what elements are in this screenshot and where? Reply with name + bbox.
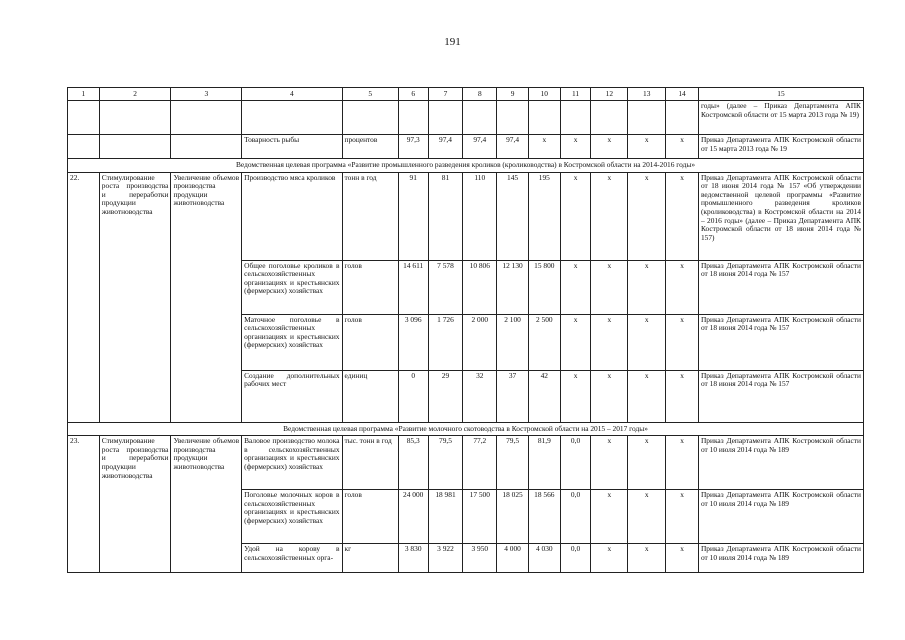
value-cell-13: х [628,172,666,260]
value-cell-9: 145 [497,172,529,260]
value-cell-8: 110 [463,172,497,260]
value-cell-6: 24 000 [398,490,428,544]
value-cell-9 [497,101,529,135]
value-cell-11: 0,0 [560,436,591,490]
indicator-name-cell: Валовое производство молока в сельскохозяйственных организациях и крестьянских (фермерских) хозяйствах [242,436,342,490]
value-cell-10: 4 030 [528,544,560,573]
source-document-cell: Приказ Департамента АПК Костромской области от 18 июня 2014 года № 157 [698,260,863,314]
value-cell-11: х [560,314,591,370]
column-number-header: 13 [628,88,666,101]
value-cell-14: х [666,544,699,573]
value-cell-11: х [560,172,591,260]
value-cell-13: х [628,436,666,490]
value-cell-8: 3 950 [463,544,497,573]
row-number-cell: 23. [68,436,100,573]
value-cell-6: 3 096 [398,314,428,370]
value-cell-8: 17 500 [463,490,497,544]
value-cell-12: х [591,260,628,314]
indicator-name-cell: Поголовье молочных коров в сельскохозяйственных организациях и крестьянских (фермерских) хозяйствах [242,490,342,544]
value-cell-13: х [628,260,666,314]
value-cell-7: 7 578 [428,260,463,314]
value-cell-13 [628,101,666,135]
empty-goal-cell [99,101,171,135]
row-number-cell: 22. [68,172,100,422]
goal-cell: Стимулирование роста производства и переработки продукции животноводства [99,436,171,573]
value-cell-9: 18 025 [497,490,529,544]
value-cell-10: 42 [528,370,560,422]
unit-cell: голов [342,314,398,370]
unit-cell: единиц [342,370,398,422]
value-cell-10: 2 500 [528,314,560,370]
value-cell-11: х [560,370,591,422]
unit-cell: тыс. тонн в год [342,436,398,490]
column-number-header: 8 [463,88,497,101]
value-cell-9: 79,5 [497,436,529,490]
indicator-name-cell: Маточное поголовье в сельскохозяйственных организациях и крестьянских (фермерских) хозяйствах [242,314,342,370]
table-row [68,172,864,260]
value-cell-14 [666,101,699,135]
program-title-cell: Ведомственная целевая программа «Развитие молочного скотоводства в Костромской области на 2015 – 2017 годы» [68,422,864,436]
value-cell-10: 18 566 [528,490,560,544]
value-cell-6: 97,3 [398,135,428,159]
value-cell-12: х [591,172,628,260]
value-cell-7: 18 981 [428,490,463,544]
empty-task-cell [171,101,242,135]
value-cell-12 [591,101,628,135]
column-number-header: 3 [171,88,242,101]
value-cell-10: 81,9 [528,436,560,490]
value-cell-8: 2 000 [463,314,497,370]
indicator-name-cell: Товарность рыбы [242,135,342,159]
column-number-header: 1 [68,88,100,101]
value-cell-7: 3 922 [428,544,463,573]
source-document-cell: Приказ Департамента АПК Костромской области от 18 июня 2014 года № 157 «Об утверждении ведомственной целевой программы «Развитие промышленного разведения кроликов (кролиководства) в Костромской области на 2014 – 2016 годы» (далее – Приказ Департамента АПК Костромской области от 18 июня 2014 года № 157) [698,172,863,260]
value-cell-11: 0,0 [560,544,591,573]
value-cell-12: х [591,436,628,490]
value-cell-6: 0 [398,370,428,422]
indicator-name-cell: Общее поголовье кроликов в сельскохозяйственных организациях и крестьянских (фермерских) хозяйствах [242,260,342,314]
value-cell-12: х [591,544,628,573]
value-cell-11: х [560,135,591,159]
source-document-cell: Приказ Департамента АПК Костромской области от 18 июня 2014 года № 157 [698,314,863,370]
unit-cell: процентов [342,135,398,159]
source-document-cell: годы» (далее – Приказ Департамента АПК Костромской области от 15 марта 2013 года № 19) [698,101,863,135]
unit-cell: кг [342,544,398,573]
value-cell-8: 77,2 [463,436,497,490]
value-cell-13: х [628,314,666,370]
value-cell-14: х [666,260,699,314]
program-title-row [68,422,864,436]
page-number: 191 [444,36,461,48]
program-title-cell: Ведомственная целевая программа «Развитие промышленного разведения кроликов (кролиководства) в Костромской области на 2014-2016 годы» [68,159,864,173]
source-document-cell: Приказ Департамента АПК Костромской области от 10 июля 2014 года № 189 [698,490,863,544]
value-cell-7: 79,5 [428,436,463,490]
value-cell-10 [528,101,560,135]
column-number-header: 7 [428,88,463,101]
value-cell-7: 97,4 [428,135,463,159]
task-cell: Увеличение объемов производства продукции животноводства [171,436,242,573]
column-number-header: 12 [591,88,628,101]
value-cell-8 [463,101,497,135]
indicator-name-cell: Производство мяса кроликов [242,172,342,260]
value-cell-9: 4 000 [497,544,529,573]
goal-cell: Стимулирование роста производства и переработки продукции животноводства [99,172,171,422]
value-cell-14: х [666,314,699,370]
column-number-header: 10 [528,88,560,101]
value-cell-13: х [628,490,666,544]
column-number-header: 9 [497,88,529,101]
value-cell-6: 85,3 [398,436,428,490]
value-cell-12: х [591,135,628,159]
column-number-header: 11 [560,88,591,101]
value-cell-8: 10 806 [463,260,497,314]
unit-cell: голов [342,260,398,314]
indicator-name-cell [242,101,342,135]
value-cell-12: х [591,490,628,544]
value-cell-11: 0,0 [560,490,591,544]
value-cell-8: 32 [463,370,497,422]
task-cell: Увеличение объемов производства продукции животноводства [171,172,242,422]
empty-goal-cell [99,135,171,159]
indicator-name-cell: Удой на корову в сельскохозяйственных орга- [242,544,342,573]
unit-cell: тонн в год [342,172,398,260]
unit-cell: голов [342,490,398,544]
value-cell-12: х [591,314,628,370]
source-document-cell: Приказ Департамента АПК Костромской области от 18 июня 2014 года № 157 [698,370,863,422]
source-document-cell: Приказ Департамента АПК Костромской области от 10 июля 2014 года № 189 [698,544,863,573]
value-cell-14: х [666,370,699,422]
value-cell-10: 195 [528,172,560,260]
value-cell-9: 2 100 [497,314,529,370]
empty-num-cell [68,135,100,159]
value-cell-13: х [628,544,666,573]
value-cell-14: х [666,135,699,159]
empty-num-cell [68,101,100,135]
value-cell-14: х [666,490,699,544]
value-cell-7: 29 [428,370,463,422]
value-cell-9: 97,4 [497,135,529,159]
value-cell-7 [428,101,463,135]
value-cell-6: 3 830 [398,544,428,573]
column-number-header: 5 [342,88,398,101]
value-cell-9: 12 130 [497,260,529,314]
value-cell-11 [560,101,591,135]
empty-task-cell [171,135,242,159]
program-title-row [68,159,864,173]
value-cell-13: х [628,370,666,422]
indicators-table [67,87,864,573]
column-number-header: 4 [242,88,342,101]
table-row [68,436,864,490]
source-document-cell: Приказ Департамента АПК Костромской области от 10 июля 2014 года № 189 [698,436,863,490]
value-cell-6: 91 [398,172,428,260]
value-cell-8: 97,4 [463,135,497,159]
value-cell-14: х [666,172,699,260]
source-document-cell: Приказ Департамента АПК Костромской области от 15 марта 2013 года № 19 [698,135,863,159]
column-number-header: 2 [99,88,171,101]
table-row [68,135,864,159]
value-cell-6: 14 611 [398,260,428,314]
value-cell-11: х [560,260,591,314]
value-cell-7: 1 726 [428,314,463,370]
value-cell-10: х [528,135,560,159]
value-cell-9: 37 [497,370,529,422]
column-number-row [68,88,864,101]
column-number-header: 14 [666,88,699,101]
value-cell-6 [398,101,428,135]
value-cell-7: 81 [428,172,463,260]
value-cell-14: х [666,436,699,490]
value-cell-13: х [628,135,666,159]
value-cell-12: х [591,370,628,422]
column-number-header: 6 [398,88,428,101]
table-row [68,101,864,135]
indicator-name-cell: Создание дополнительных рабочих мест [242,370,342,422]
value-cell-10: 15 800 [528,260,560,314]
unit-cell [342,101,398,135]
column-number-header: 15 [698,88,863,101]
